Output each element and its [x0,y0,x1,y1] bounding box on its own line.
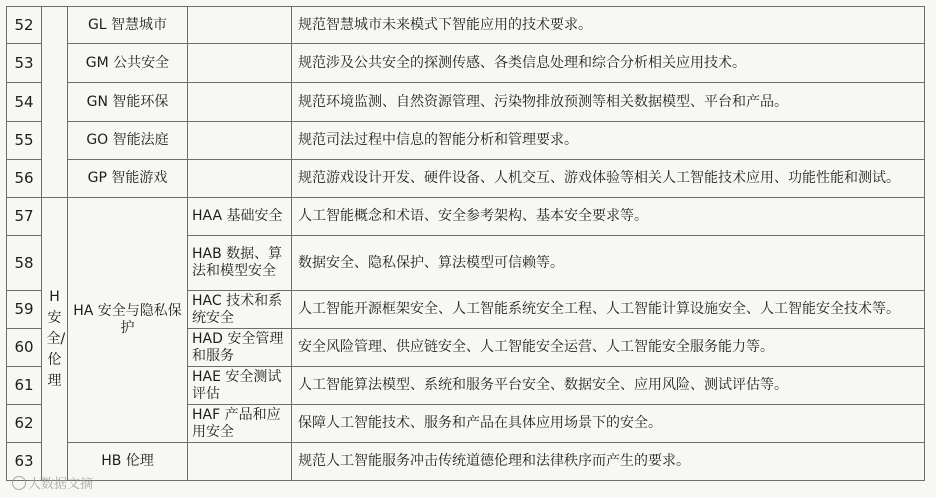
description-cell: 保障人工智能技术、服务和产品在具体应用场景下的安全。 [292,405,925,443]
level1-cell: GO 智能法庭 [68,122,188,160]
description-cell: 规范人工智能服务冲击传统道德伦理和法律秩序而产生的要求。 [292,443,925,481]
level2-cell: HAB 数据、算法和模型安全 [188,236,292,291]
watermark-text: 大数据文摘 [28,477,94,492]
level2-cell [188,122,292,160]
row-number: 54 [7,83,42,122]
level1-cell: HA 安全与隐私保护 [68,198,188,443]
wechat-logo-icon [12,476,26,490]
row-number: 63 [7,443,42,481]
row-number: 60 [7,329,42,367]
row-number: 58 [7,236,42,291]
level2-cell: HAF 产品和应用安全 [188,405,292,443]
description-cell: 规范环境监测、自然资源管理、污染物排放预测等相关数据模型、平台和产品。 [292,83,925,122]
table-row [7,7,925,44]
description-cell: 数据安全、隐私保护、算法模型可信赖等。 [292,236,925,291]
category-cell [42,198,68,481]
level2-cell: HAA 基础安全 [188,198,292,236]
row-number: 62 [7,405,42,443]
category-label: H安全/伦理 [46,288,66,389]
level1-cell: GM 公共安全 [68,44,188,83]
description-cell: 规范智慧城市未来模式下智能应用的技术要求。 [292,7,925,44]
row-number: 52 [7,7,42,44]
level2-cell [188,44,292,83]
description-cell: 规范游戏设计开发、硬件设备、人机交互、游戏体验等相关人工智能技术应用、功能性能和测试。 [292,160,925,198]
level1-cell: HB 伦理 [68,443,188,481]
description-cell: 安全风险管理、供应链安全、人工智能安全运营、人工智能安全服务能力等。 [292,329,925,367]
description-cell: 规范司法过程中信息的智能分析和管理要求。 [292,122,925,160]
row-number: 61 [7,367,42,405]
category-cell [42,7,68,198]
row-number: 59 [7,291,42,329]
level2-cell [188,443,292,481]
watermark [12,473,93,492]
row-number: 57 [7,198,42,236]
level2-cell: HAC 技术和系统安全 [188,291,292,329]
row-number: 56 [7,160,42,198]
description-cell: 人工智能算法模型、系统和服务平台安全、数据安全、应用风险、测试评估等。 [292,367,925,405]
table-row [7,122,925,160]
level2-cell: HAE 安全测试评估 [188,367,292,405]
description-cell: 人工智能概念和术语、安全参考架构、基本安全要求等。 [292,198,925,236]
level1-cell: GL 智慧城市 [68,7,188,44]
description-cell: 人工智能开源框架安全、人工智能系统安全工程、人工智能计算设施安全、人工智能安全技术等。 [292,291,925,329]
standards-table [6,6,925,481]
description-cell: 规范涉及公共安全的探测传感、各类信息处理和综合分析相关应用技术。 [292,44,925,83]
table-row [7,83,925,122]
level2-cell: HAD 安全管理和服务 [188,329,292,367]
level2-cell [188,83,292,122]
level1-cell: GP 智能游戏 [68,160,188,198]
level2-cell [188,160,292,198]
table-row [7,443,925,481]
level1-cell: GN 智能环保 [68,83,188,122]
row-number: 53 [7,44,42,83]
table-row [7,44,925,83]
table-row [7,160,925,198]
level2-cell [188,7,292,44]
row-number: 55 [7,122,42,160]
table-row [7,198,925,236]
